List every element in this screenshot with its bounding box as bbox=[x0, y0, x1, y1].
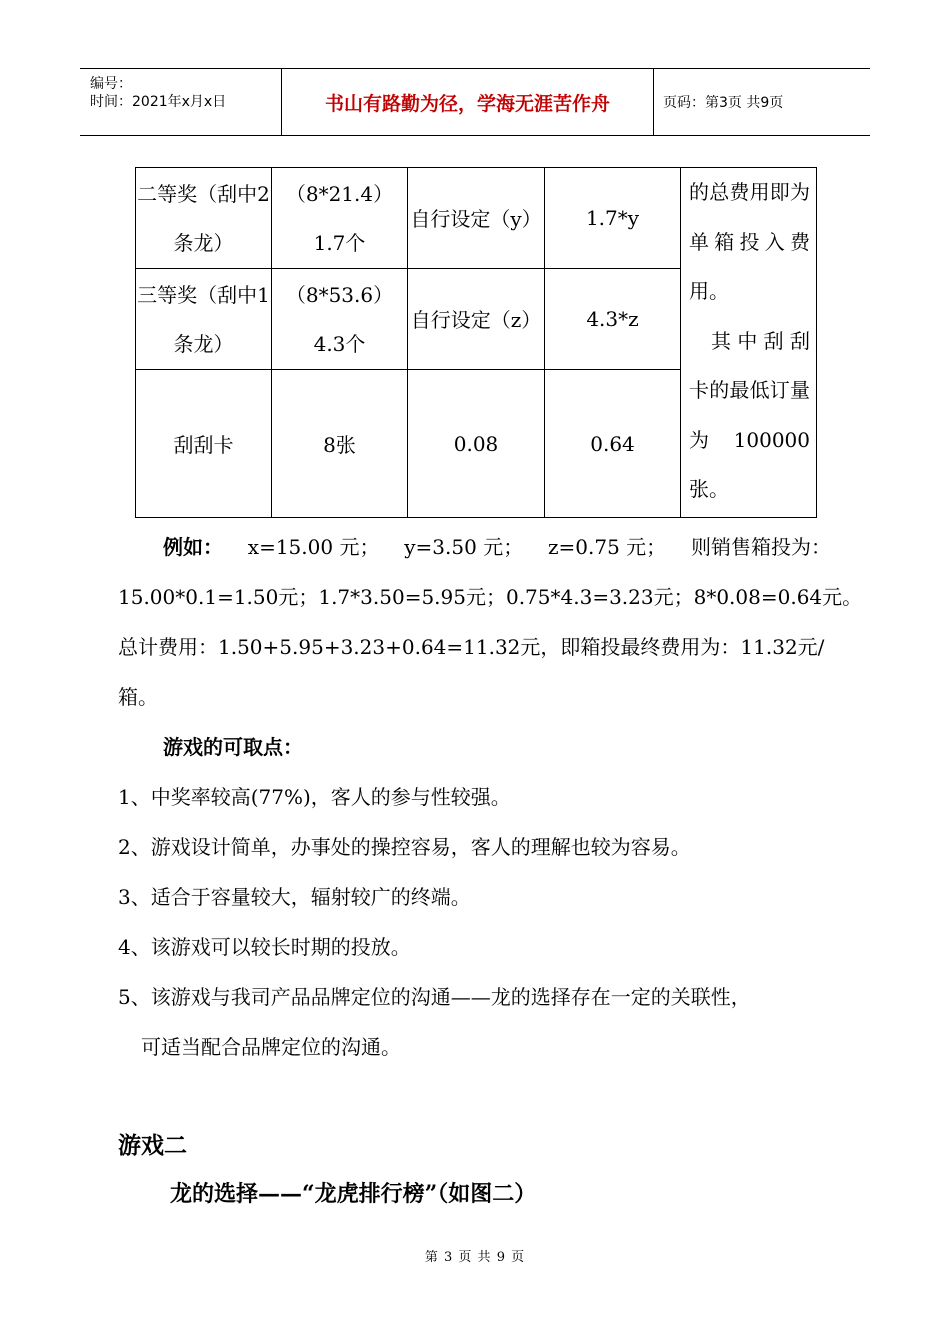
merit-item-4: 4、该游戏可以较长时期的投放。 bbox=[118, 935, 411, 959]
example-x: x=15.00 元； bbox=[247, 535, 380, 559]
header-meta bbox=[80, 69, 282, 135]
merits-heading: 游戏的可取点： bbox=[163, 735, 303, 759]
game2-subheading: 龙的选择——“龙虎排行榜”（如图二） bbox=[170, 1181, 537, 1207]
page-footer: 第 3 页 共 9 页 bbox=[424, 1250, 526, 1265]
doc-code-label: 编号： bbox=[90, 76, 132, 92]
header-page-info: 页码：第3页 共9页 bbox=[663, 95, 784, 111]
prize-name-cell: 刮刮卡 bbox=[136, 370, 272, 518]
merit-item-3: 3、适合于容量较大，辐射较广的终端。 bbox=[118, 885, 471, 909]
merit-item-2: 2、游戏设计简单，办事处的操控容易，客人的理解也较为容易。 bbox=[118, 835, 691, 859]
prize-cost-cell: 4.3*z bbox=[545, 269, 681, 370]
example-label: 例如： bbox=[163, 535, 223, 559]
doc-date: 时间：2021年x月x日 bbox=[90, 94, 227, 110]
prize-setting-cell: 自行设定（z） bbox=[408, 269, 545, 370]
prize-name-cell: 二等奖（刮中2条龙） bbox=[136, 168, 272, 269]
prize-setting-cell: 自行设定（y） bbox=[408, 168, 545, 269]
game2-heading: 游戏二 bbox=[118, 1132, 187, 1159]
example-y: y=3.50 元； bbox=[404, 535, 524, 559]
example-z: z=0.75 元； bbox=[548, 535, 667, 559]
table-note-2: 其中刮刮卡的最低订量为100000张。 bbox=[689, 328, 810, 501]
table-note: 的总费用即为单箱投入费用。 bbox=[689, 180, 810, 303]
prize-count-cell: （8*21.4）1.7个 bbox=[272, 168, 408, 269]
example-line-2: 15.00*0.1=1.50元；1.7*3.50=5.95元；0.75*4.3=3.23元；8*0.08=0.64元。 bbox=[118, 585, 863, 609]
prize-count-cell: （8*53.6）4.3个 bbox=[272, 269, 408, 370]
prize-cost-cell: 1.7*y bbox=[545, 168, 681, 269]
prize-cost-cell: 0.64 bbox=[545, 370, 681, 518]
header-motto: 书山有路勤为径，学海无涯苦作舟 bbox=[282, 69, 654, 135]
table-note-cell bbox=[681, 168, 817, 518]
example-line-1 bbox=[163, 531, 831, 560]
prize-table bbox=[135, 167, 817, 518]
merit-item-5-cont: 可适当配合品牌定位的沟通。 bbox=[141, 1035, 401, 1059]
prize-count-cell: 8张 bbox=[272, 370, 408, 518]
page-header bbox=[80, 68, 870, 136]
prize-setting-cell: 0.08 bbox=[408, 370, 545, 518]
merit-item-5: 5、该游戏与我司产品品牌定位的沟通——龙的选择存在一定的关联性， bbox=[118, 985, 751, 1009]
table-row bbox=[136, 168, 817, 269]
example-line-3: 总计费用：1.50+5.95+3.23+0.64=11.32元，即箱投最终费用为：11.32元/ bbox=[118, 635, 825, 659]
prize-name-cell: 三等奖（刮中1条龙） bbox=[136, 269, 272, 370]
merit-item-1: 1、中奖率较高(77%)，客人的参与性较强。 bbox=[118, 785, 511, 809]
example-tail: 则销售箱投为： bbox=[690, 535, 831, 559]
example-line-4: 箱。 bbox=[118, 685, 158, 709]
